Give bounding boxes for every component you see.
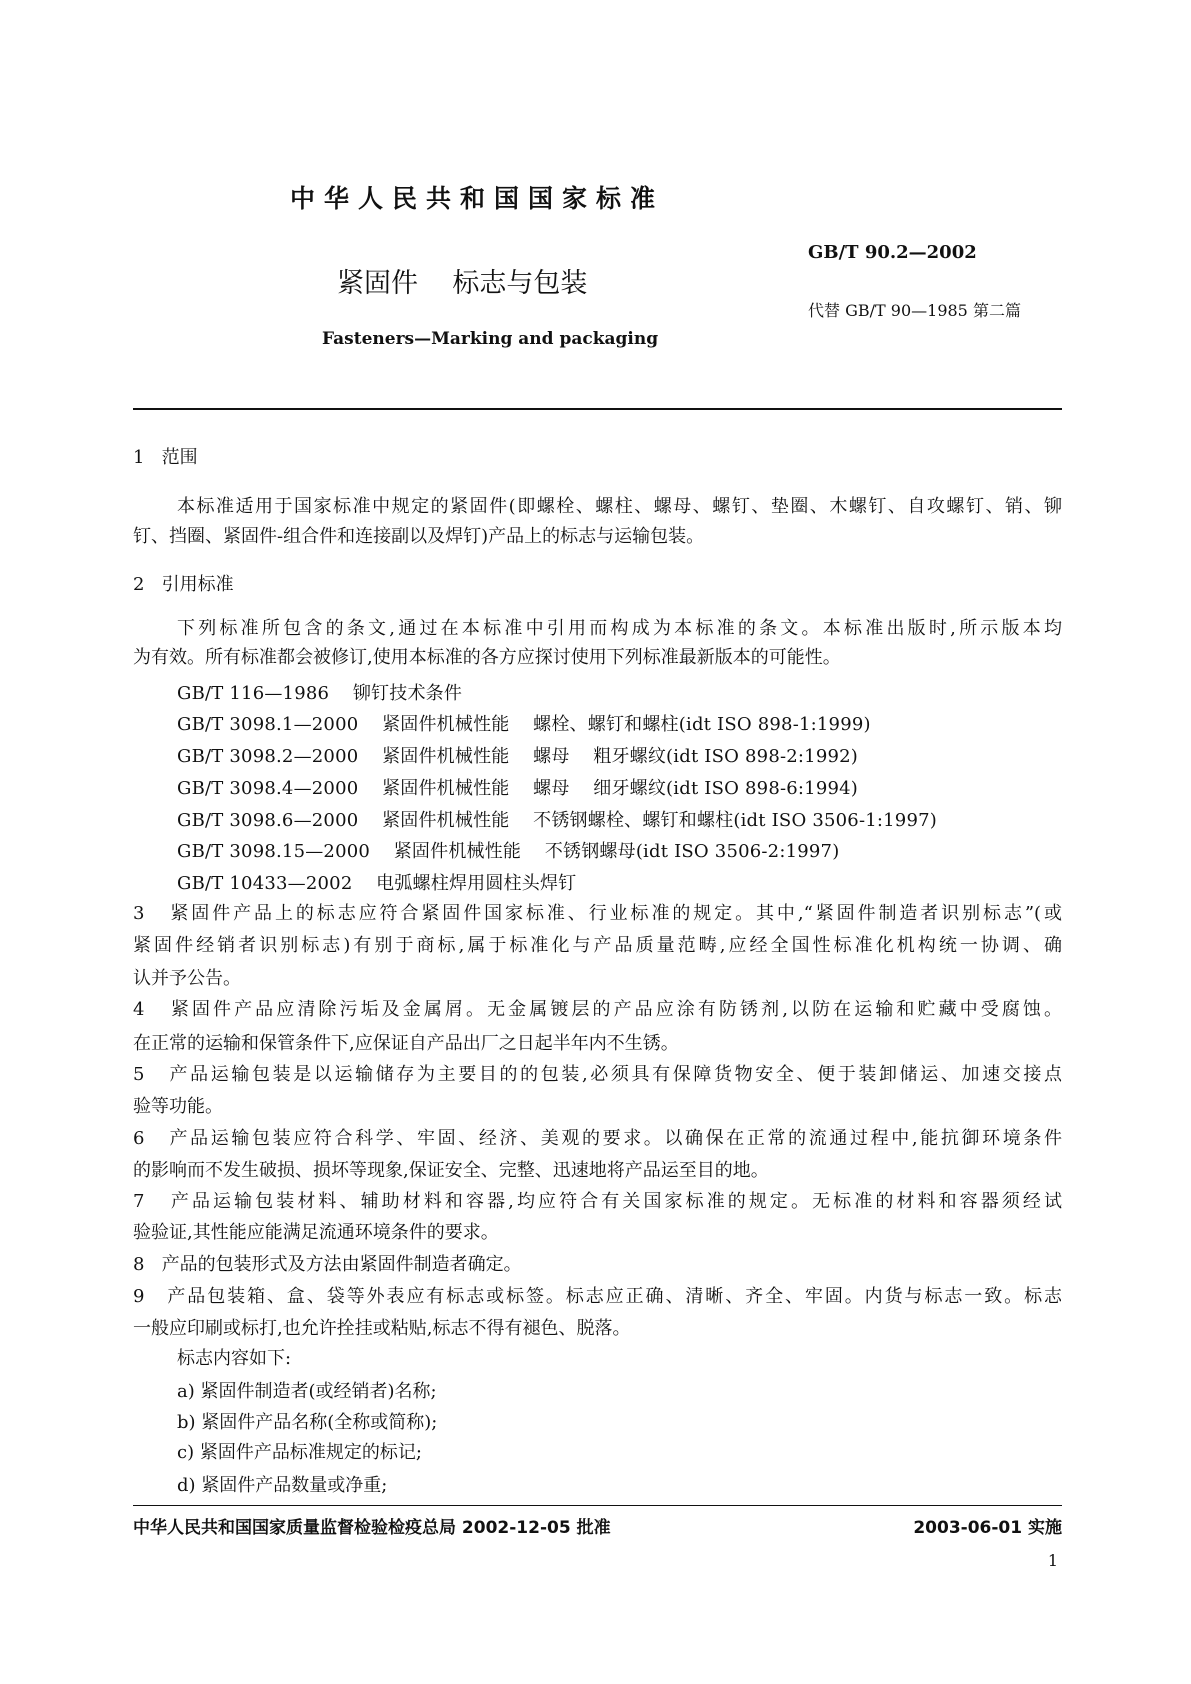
footer-rule xyxy=(133,1505,1062,1506)
section-6-line: 的影响而不发生破损、损坏等现象,保证安全、完整、迅速地将产品运至目的地。 xyxy=(133,1160,769,1181)
marking-item: b) 紧固件产品名称(全称或简称); xyxy=(177,1412,438,1433)
marking-content-intro: 标志内容如下: xyxy=(177,1348,292,1369)
reference-item: GB/T 3098.6—2000 紧固件机械性能 不锈钢螺栓、螺钉和螺柱(idt ISO 3506-1:1997) xyxy=(177,810,937,831)
standard-number: GB/T 90.2—2002 xyxy=(808,242,977,263)
section-9-line: 一般应印刷或标打,也允许拴挂或粘贴,标志不得有褪色、脱落。 xyxy=(133,1318,631,1339)
section-4-line: 4 紧固件产品应清除污垢及金属屑。无金属镀层的产品应涂有防锈剂,以防在运输和贮藏中受腐蚀。 xyxy=(133,999,1062,1020)
section-2-heading: 2 引用标准 xyxy=(133,574,234,595)
section-1-line: 钉、挡圈、紧固件-组合件和连接副以及焊钉)产品上的标志与运输包装。 xyxy=(133,526,705,547)
section-3-line: 认并予公告。 xyxy=(133,968,241,989)
section-5-line: 验等功能。 xyxy=(133,1096,223,1117)
marking-item: a) 紧固件制造者(或经销者)名称; xyxy=(177,1381,437,1402)
section-4-line: 在正常的运输和保管条件下,应保证自产品出厂之日起半年内不生锈。 xyxy=(133,1033,679,1054)
section-3-line: 紧固件经销者识别标志)有别于商标,属于标准化与产品质量范畴,应经全国性标准化机构统一协调、确 xyxy=(133,935,1062,956)
reference-item: GB/T 3098.15—2000 紧固件机械性能 不锈钢螺母(idt ISO 3506-2:1997) xyxy=(177,841,840,862)
reference-item: GB/T 3098.1—2000 紧固件机械性能 螺栓、螺钉和螺柱(idt ISO 898-1:1999) xyxy=(177,714,871,735)
document-title: 紧固件 标志与包装 xyxy=(337,268,588,299)
reference-item: GB/T 10433—2002 电弧螺柱焊用圆柱头焊钉 xyxy=(177,873,577,894)
effective-date: 2003-06-01 实施 xyxy=(913,1518,1062,1538)
section-1-heading: 1 范围 xyxy=(133,447,198,468)
section-6-line: 6 产品运输包装应符合科学、牢固、经济、美观的要求。以确保在正常的流通过程中,能抗御环境条件 xyxy=(133,1128,1062,1149)
section-9-line: 9 产品包装箱、盒、袋等外表应有标志或标签。标志应正确、清晰、齐全、牢固。内货与标志一致。标志 xyxy=(133,1286,1062,1307)
page-number: 1 xyxy=(1047,1551,1058,1570)
section-1-line: 本标准适用于国家标准中规定的紧固件(即螺栓、螺柱、螺母、螺钉、垫圈、木螺钉、自攻螺钉、销、铆 xyxy=(177,496,1062,517)
replaces-note: 代替 GB/T 90—1985 第二篇 xyxy=(808,301,1021,320)
reference-item: GB/T 3098.4—2000 紧固件机械性能 螺母 细牙螺纹(idt ISO 898-6:1994) xyxy=(177,778,859,799)
approval-line: 中华人民共和国国家质量监督检验检疫总局 2002-12-05 批准 xyxy=(133,1518,611,1538)
reference-item: GB/T 116—1986 铆钉技术条件 xyxy=(177,683,463,704)
header-rule xyxy=(133,408,1062,410)
reference-item: GB/T 3098.2—2000 紧固件机械性能 螺母 粗牙螺纹(idt ISO 898-2:1992) xyxy=(177,746,859,767)
marking-item: d) 紧固件产品数量或净重; xyxy=(177,1475,388,1496)
section-7-line: 验验证,其性能应能满足流通环境条件的要求。 xyxy=(133,1222,499,1243)
national-standard-heading: 中华人民共和国国家标准 xyxy=(290,184,665,213)
english-title: Fasteners—Marking and packaging xyxy=(322,329,659,349)
section-7-line: 7 产品运输包装材料、辅助材料和容器,均应符合有关国家标准的规定。无标准的材料和容器须经试 xyxy=(133,1191,1062,1212)
section-2-line: 为有效。所有标准都会被修订,使用本标准的各方应探讨使用下列标准最新版本的可能性。 xyxy=(133,647,841,668)
section-2-line: 下列标准所包含的条文,通过在本标准中引用而构成为本标准的条文。本标准出版时,所示版本均 xyxy=(177,618,1062,639)
marking-item: c) 紧固件产品标准规定的标记; xyxy=(177,1442,422,1463)
section-5-line: 5 产品运输包装是以运输储存为主要目的的包装,必须具有保障货物安全、便于装卸储运、加速交接点 xyxy=(133,1064,1062,1085)
section-3-line: 3 紧固件产品上的标志应符合紧固件国家标准、行业标准的规定。其中,“紧固件制造者识别标志”(或 xyxy=(133,903,1062,924)
section-8-line: 8 产品的包装形式及方法由紧固件制造者确定。 xyxy=(133,1254,522,1275)
